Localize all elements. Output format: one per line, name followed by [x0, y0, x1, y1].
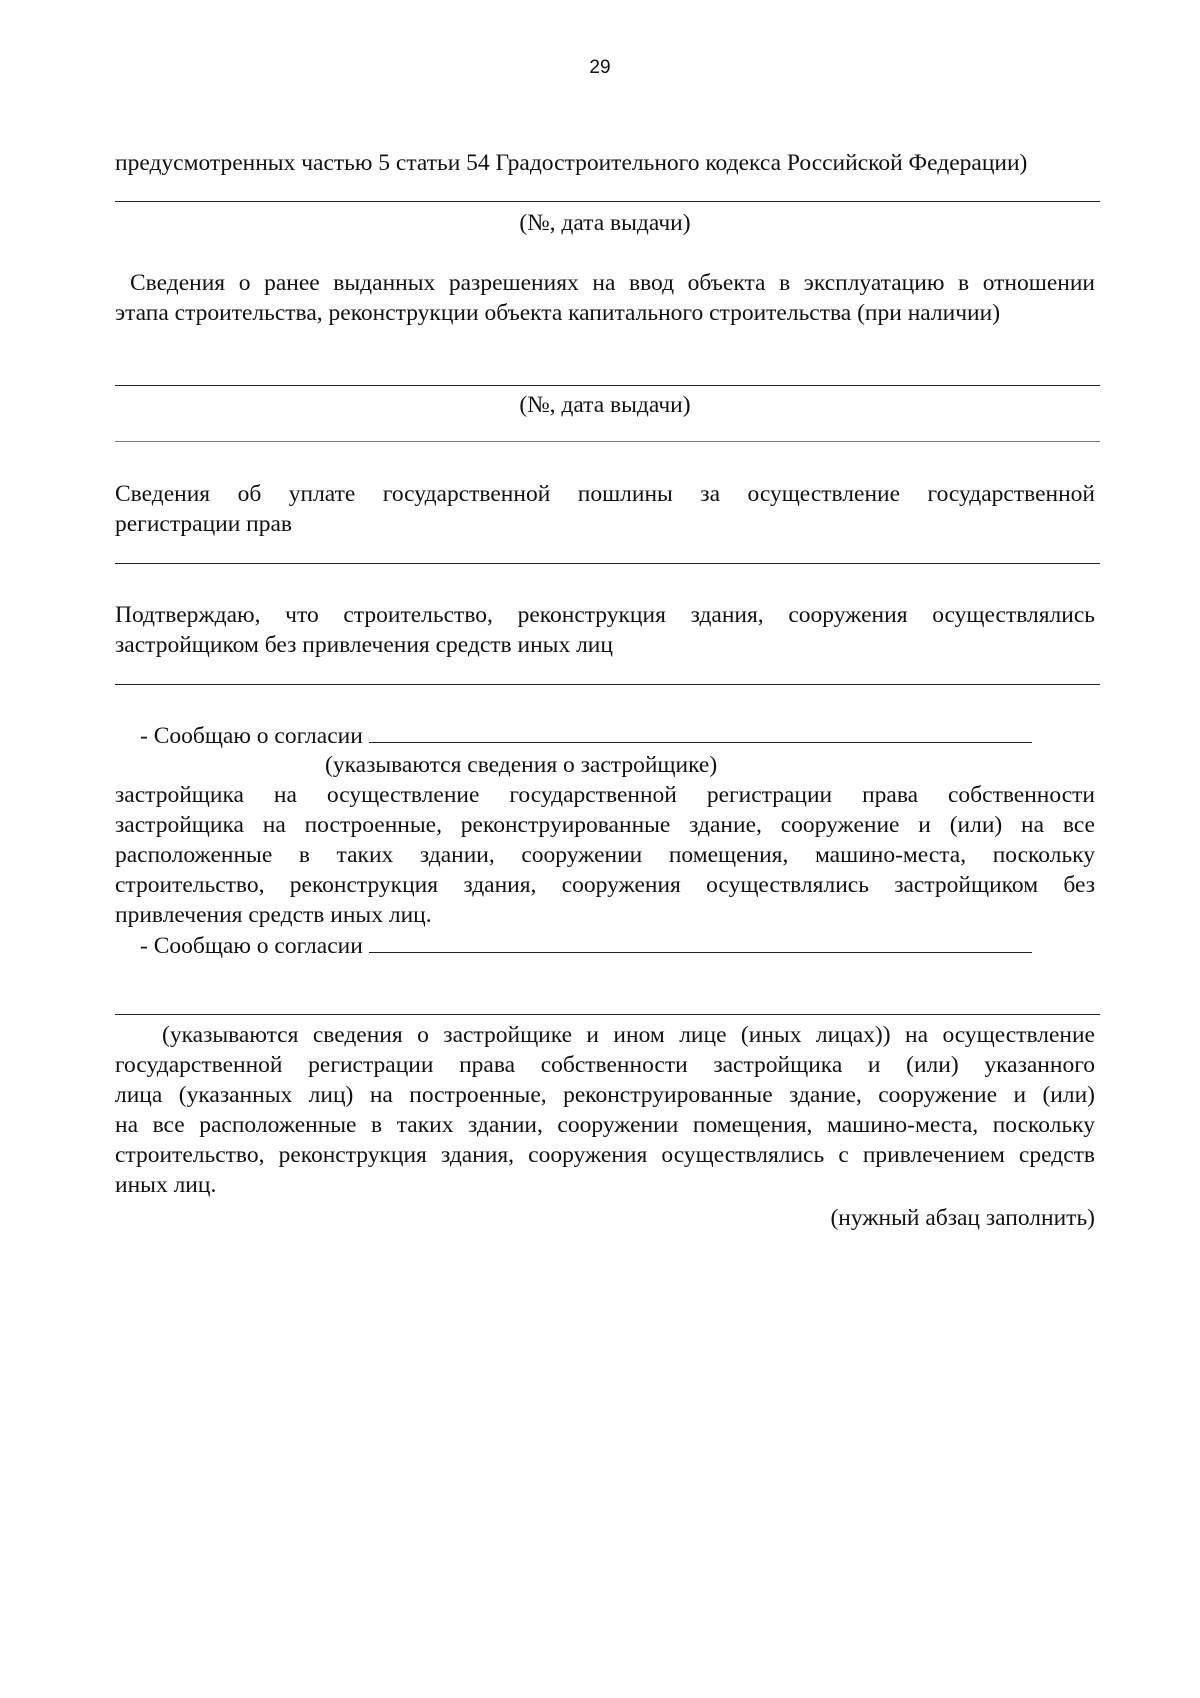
consent-1-caption: (указываются сведения о застройщике) [325, 752, 718, 778]
consent-2-blank-line[interactable] [115, 1014, 1100, 1015]
consent-2-blank-field[interactable] [369, 930, 1032, 953]
confirmation-line: застройщиком без привлечения средств иных лиц [115, 632, 613, 658]
state-fee-blank-line[interactable] [115, 563, 1100, 564]
previous-permit-number-date-caption: (№, дата выдачи) [519, 392, 691, 418]
consent-1-line: привлечения средств иных лиц. [115, 902, 432, 928]
consent-2-line: лица (указанных лиц) на построенные, реконструированные здание, сооружение и (или) [115, 1082, 1095, 1108]
consent-1-blank-field[interactable] [369, 720, 1032, 743]
intro-line: предусмотренных частью 5 статьи 54 Градостроительного кодекса Российской Федерации) [115, 150, 1028, 176]
consent-1-line: расположенные в таких здании, сооружении помещения, машино-места, поскольку [115, 842, 1095, 868]
previous-permit-extra-line[interactable] [115, 441, 1100, 442]
consent-1-label: - Сообщаю о согласии [140, 723, 363, 749]
previous-permits-line: Сведения о ранее выданных разрешениях на ввод объекта в эксплуатацию в отношении [130, 270, 1095, 296]
consent-2-line: строительство, реконструкция здания, сооружения осуществлялись с привлечением средств [115, 1142, 1095, 1168]
permit-blank-line[interactable] [115, 201, 1100, 202]
consent-1-row [140, 720, 1070, 751]
consent-2-line: (указываются сведения о застройщике и ином лице (иных лицах)) на осуществление [162, 1022, 1095, 1048]
confirmation-line: Подтверждаю, что строительство, реконструкция здания, сооружения осуществлялись [115, 602, 1095, 628]
consent-2-line: государственной регистрации права собственности застройщика и (или) указанного [115, 1052, 1095, 1078]
fill-note: (нужный абзац заполнить) [830, 1205, 1095, 1231]
previous-permit-blank-line[interactable] [115, 385, 1100, 386]
consent-1-line: строительство, реконструкция здания, сооружения осуществлялись застройщиком без [115, 872, 1095, 898]
previous-permits-line: этапа строительства, реконструкции объекта капитального строительства (при наличии) [115, 300, 1001, 326]
consent-2-line: на все расположенные в таких здании, сооружении помещения, машино-места, поскольку [115, 1112, 1095, 1138]
consent-2-row [140, 930, 1070, 961]
consent-2-line: иных лиц. [115, 1172, 217, 1198]
confirmation-blank-line[interactable] [115, 684, 1100, 685]
state-fee-line: регистрации прав [115, 511, 293, 537]
consent-1-line: застройщика на осуществление государственной регистрации права собственности [115, 782, 1095, 808]
consent-1-line: застройщика на построенные, реконструированные здание, сооружение и (или) на все [115, 812, 1095, 838]
state-fee-line: Сведения об уплате государственной пошлины за осуществление государственной [115, 481, 1095, 507]
page-number: 29 [589, 57, 611, 78]
permit-number-date-caption: (№, дата выдачи) [519, 210, 691, 236]
consent-2-label: - Сообщаю о согласии [140, 933, 363, 959]
